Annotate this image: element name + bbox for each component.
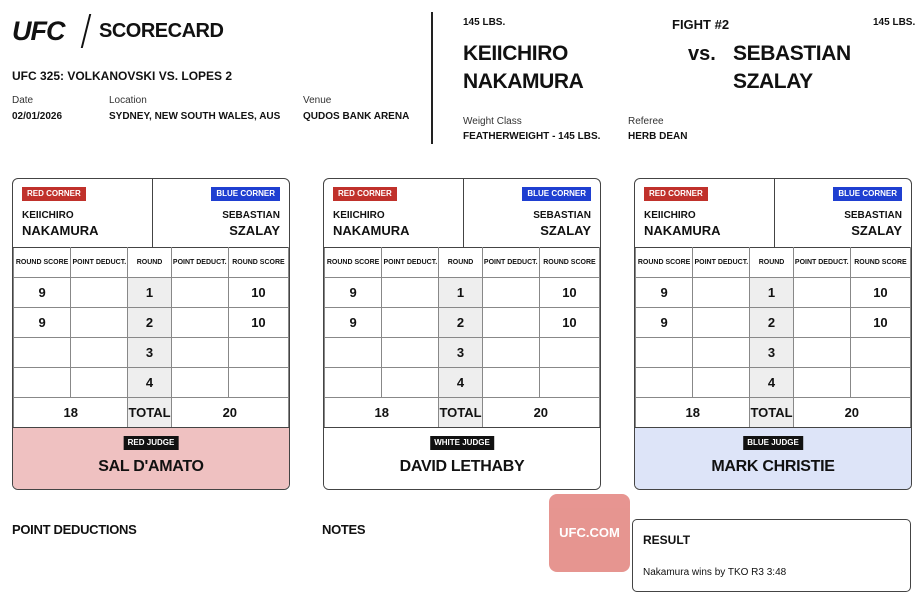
scorecard-title: SCORECARD — [99, 20, 224, 42]
blue-point-deduction — [482, 308, 539, 338]
round-number: 4 — [750, 368, 793, 398]
blue-total: 20 — [171, 398, 288, 428]
header-point-deduct: POINT DEDUCT. — [382, 248, 439, 278]
round-row — [14, 308, 289, 338]
round-number: 2 — [128, 308, 171, 338]
score-header-row — [636, 248, 911, 278]
blue-corner-tag: BLUE CORNER — [211, 187, 280, 201]
round-row — [325, 278, 600, 308]
blue-first-name: SEBASTIAN — [222, 210, 280, 221]
date-label: Date — [12, 95, 34, 106]
header-round-score: ROUND SCORE — [636, 248, 693, 278]
notes-label: NOTES — [322, 522, 366, 537]
round-number: 1 — [128, 278, 171, 308]
blue-point-deduction — [482, 278, 539, 308]
total-row — [325, 398, 600, 428]
header-point-deduct: POINT DEDUCT. — [793, 248, 850, 278]
red-first-name: KEIICHIRO — [22, 210, 74, 221]
header-divider — [431, 12, 433, 144]
round-row — [636, 308, 911, 338]
score-table — [324, 247, 600, 428]
corner-divider — [774, 179, 775, 247]
round-number: 3 — [128, 338, 171, 368]
blue-point-deduction — [793, 308, 850, 338]
total-row — [14, 398, 289, 428]
round-row — [636, 278, 911, 308]
weight-class-value: FEATHERWEIGHT - 145 LBS. — [463, 131, 601, 142]
blue-last-name: SZALAY — [851, 223, 902, 238]
result-text: Nakamura wins by TKO R3 3:48 — [643, 567, 787, 578]
red-round-score — [325, 338, 382, 368]
red-point-deduction — [693, 368, 750, 398]
red-round-score — [636, 368, 693, 398]
versus-label: vs. — [688, 43, 716, 65]
event-name: UFC 325: VOLKANOVSKI VS. LOPES 2 — [12, 69, 233, 83]
judge-name: SAL D'AMATO — [98, 458, 204, 475]
logo-divider — [81, 14, 91, 48]
blue-total: 20 — [793, 398, 910, 428]
blue-point-deduction — [171, 308, 228, 338]
red-fighter-last-name: NAKAMURA — [463, 70, 584, 93]
round-number: 4 — [439, 368, 482, 398]
red-round-score — [325, 368, 382, 398]
blue-round-score: 10 — [850, 308, 910, 338]
round-row — [325, 368, 600, 398]
blue-round-score — [850, 368, 910, 398]
round-row — [14, 338, 289, 368]
judge-panel — [324, 428, 600, 490]
judge-scorecard — [634, 178, 912, 490]
header-point-deduct: POINT DEDUCT. — [482, 248, 539, 278]
red-point-deduction — [693, 308, 750, 338]
ufc-logo: UFC — [12, 16, 65, 46]
judge-tag: WHITE JUDGE — [430, 436, 494, 450]
blue-point-deduction — [793, 278, 850, 308]
round-number: 2 — [439, 308, 482, 338]
blue-round-score: 10 — [539, 308, 599, 338]
blue-total: 20 — [482, 398, 599, 428]
point-deductions-label: POINT DEDUCTIONS — [12, 522, 137, 537]
red-round-score: 9 — [325, 308, 382, 338]
blue-point-deduction — [171, 338, 228, 368]
header-round-score: ROUND SCORE — [325, 248, 382, 278]
red-point-deduction — [693, 338, 750, 368]
blue-fighter-name: SEBASTIAN SZALAY — [733, 42, 851, 93]
red-fighter-weight: 145 LBS. — [463, 17, 506, 28]
blue-round-score — [539, 368, 599, 398]
red-round-score: 9 — [14, 308, 71, 338]
blue-point-deduction — [793, 338, 850, 368]
red-point-deduction — [71, 368, 128, 398]
red-total: 18 — [636, 398, 750, 428]
blue-round-score: 10 — [228, 278, 288, 308]
red-last-name: NAKAMURA — [333, 223, 410, 238]
red-point-deduction — [382, 278, 439, 308]
red-round-score — [14, 368, 71, 398]
red-round-score: 9 — [636, 278, 693, 308]
total-row — [636, 398, 911, 428]
red-round-score — [636, 338, 693, 368]
total-label: TOTAL — [128, 398, 171, 428]
red-point-deduction — [71, 278, 128, 308]
red-point-deduction — [382, 338, 439, 368]
red-corner-tag: RED CORNER — [22, 187, 86, 201]
judge-tag: BLUE JUDGE — [743, 436, 803, 450]
red-round-score: 9 — [636, 308, 693, 338]
red-last-name: NAKAMURA — [22, 223, 99, 238]
judge-tag: RED JUDGE — [124, 436, 179, 450]
header-point-deduct: POINT DEDUCT. — [171, 248, 228, 278]
blue-round-score — [539, 338, 599, 368]
corner-divider — [152, 179, 153, 247]
judge-name: MARK CHRISTIE — [711, 458, 835, 475]
blue-fighter-weight: 145 LBS. — [873, 17, 916, 28]
red-round-score: 9 — [325, 278, 382, 308]
judge-panel — [635, 428, 911, 490]
location-value: SYDNEY, NEW SOUTH WALES, AUS — [109, 111, 281, 122]
judge-scorecard — [323, 178, 601, 490]
weight-class-label: Weight Class — [463, 116, 522, 127]
blue-last-name: SZALAY — [540, 223, 591, 238]
date-value: 02/01/2026 — [12, 111, 63, 122]
round-row — [14, 278, 289, 308]
round-number: 2 — [750, 308, 793, 338]
header-round-score: ROUND SCORE — [539, 248, 599, 278]
blue-point-deduction — [171, 278, 228, 308]
blue-round-score: 10 — [228, 308, 288, 338]
red-last-name: NAKAMURA — [644, 223, 721, 238]
referee-label: Referee — [628, 116, 664, 127]
result-box — [632, 519, 911, 592]
red-round-score — [14, 338, 71, 368]
judge-scorecard — [12, 178, 290, 490]
red-point-deduction — [382, 368, 439, 398]
header-round-score: ROUND SCORE — [14, 248, 71, 278]
blue-round-score — [850, 338, 910, 368]
blue-point-deduction — [171, 368, 228, 398]
blue-first-name: SEBASTIAN — [844, 210, 902, 221]
header-point-deduct: POINT DEDUCT. — [693, 248, 750, 278]
blue-round-score: 10 — [850, 278, 910, 308]
round-row — [325, 308, 600, 338]
header-round-score: ROUND SCORE — [228, 248, 288, 278]
round-row — [14, 368, 289, 398]
score-header-row — [14, 248, 289, 278]
red-round-score: 9 — [14, 278, 71, 308]
header-round: ROUND — [128, 248, 171, 278]
venue-label: Venue — [303, 95, 332, 106]
red-first-name: KEIICHIRO — [333, 210, 385, 221]
red-first-name: KEIICHIRO — [644, 210, 696, 221]
red-corner-tag: RED CORNER — [644, 187, 708, 201]
venue-value: QUDOS BANK ARENA — [303, 111, 410, 122]
round-row — [636, 338, 911, 368]
red-total: 18 — [325, 398, 439, 428]
header-point-deduct: POINT DEDUCT. — [71, 248, 128, 278]
score-table — [635, 247, 911, 428]
score-table — [13, 247, 289, 428]
blue-round-score: 10 — [539, 278, 599, 308]
red-point-deduction — [693, 278, 750, 308]
blue-point-deduction — [793, 368, 850, 398]
red-point-deduction — [382, 308, 439, 338]
ufc-com-badge[interactable]: UFC.COM — [549, 494, 630, 572]
blue-first-name: SEBASTIAN — [533, 210, 591, 221]
round-number: 1 — [439, 278, 482, 308]
referee-value: HERB DEAN — [628, 131, 688, 142]
red-total: 18 — [14, 398, 128, 428]
red-corner-tag: RED CORNER — [333, 187, 397, 201]
judge-panel — [13, 428, 289, 490]
blue-last-name: SZALAY — [229, 223, 280, 238]
blue-corner-tag: BLUE CORNER — [522, 187, 591, 201]
round-row — [325, 338, 600, 368]
blue-point-deduction — [482, 338, 539, 368]
header-round-score: ROUND SCORE — [850, 248, 910, 278]
round-number: 1 — [750, 278, 793, 308]
total-label: TOTAL — [750, 398, 793, 428]
header-round: ROUND — [750, 248, 793, 278]
header-round: ROUND — [439, 248, 482, 278]
total-label: TOTAL — [439, 398, 482, 428]
location-label: Location — [109, 95, 147, 106]
blue-point-deduction — [482, 368, 539, 398]
red-point-deduction — [71, 338, 128, 368]
blue-round-score — [228, 338, 288, 368]
round-number: 3 — [750, 338, 793, 368]
round-number: 3 — [439, 338, 482, 368]
red-fighter-first-name: KEIICHIRO — [463, 42, 568, 65]
score-header-row — [325, 248, 600, 278]
corner-divider — [463, 179, 464, 247]
red-point-deduction — [71, 308, 128, 338]
round-row — [636, 368, 911, 398]
blue-round-score — [228, 368, 288, 398]
result-label: RESULT — [643, 533, 691, 547]
blue-corner-tag: BLUE CORNER — [833, 187, 902, 201]
judge-name: DAVID LETHABY — [399, 458, 525, 475]
round-number: 4 — [128, 368, 171, 398]
fight-number: FIGHT #2 — [672, 17, 730, 32]
